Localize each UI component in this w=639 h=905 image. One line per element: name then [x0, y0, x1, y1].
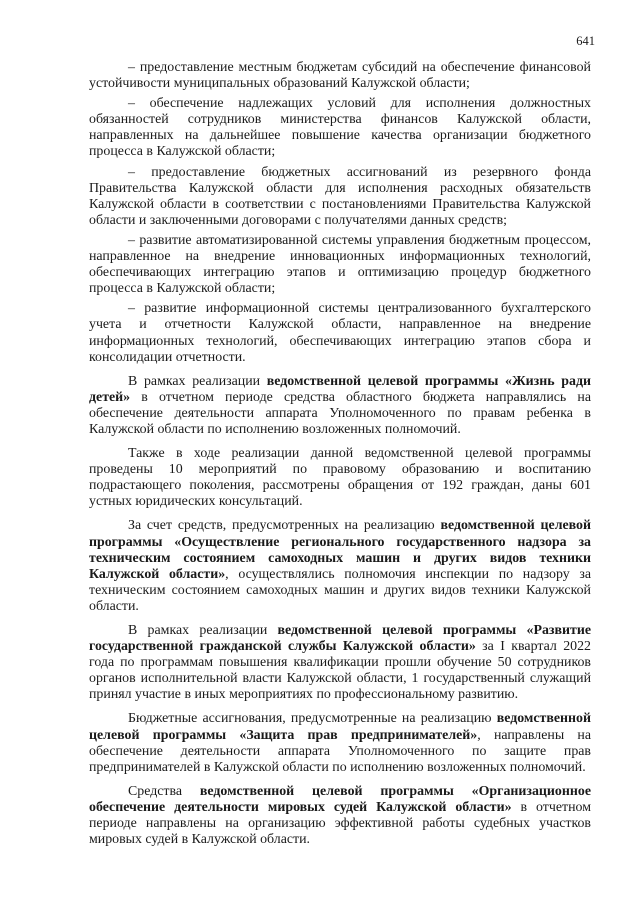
paragraph-also: Также в ходе реализации данной ведомственной целевой программы проведены 10 мероприятий по правовому образованию и воспитанию подрастающего поколения, рассмотрены обращения от 192 граждан, даны 601 устных юридических консультаций.	[89, 446, 591, 510]
bullet-item: – обеспечение надлежащих условий для исполнения должностных обязанностей сотрудников министерства финансов Калужской области, направленных на дальнейшее повышение качества организации бюджетного процесса в Калужской области;	[89, 96, 591, 160]
paragraph-supervision	[89, 518, 591, 615]
program-name: ведомственной целевой программы «Жизнь ради детей»	[89, 373, 591, 405]
page-number: 641	[576, 34, 595, 48]
bullet-item: – развитие информационной системы централизованного бухгалтерского учета и отчетности Калужской области, направленное на внедрение информационных технологий, обеспечивающих интеграцию этапов сбора и консолидации отчетности.	[89, 301, 591, 365]
paragraph-life-for-children	[89, 374, 591, 438]
paragraph-text: В рамках реализации	[128, 623, 278, 638]
paragraph-text: за I квартал 2022 года по программам повышения квалификации прошли обучение 50 сотрудников органов исполнительной власти Калужской области, 1 государственный служащий принял участие в иных мероприятиях по профессиональному развитию.	[89, 639, 591, 703]
paragraph-text: В рамках реализации	[128, 373, 267, 389]
paragraph-text: в отчетном периоде средства областного бюджета направлялись на обеспечение деятельности аппарата Уполномоченного по правам ребенка в Калужской области по исполнению возложенных полномочий.	[89, 389, 591, 437]
paragraph-judges	[89, 784, 591, 848]
paragraph-text: , осуществлялись полномочия инспекции по надзору за техническим состоянием самоходных машин и других видов техники Калужской области.	[89, 566, 591, 614]
program-name: ведомственной целевой программы «Защита прав предпринимателей»	[89, 711, 591, 743]
paragraph-entrepreneurs	[89, 711, 591, 775]
paragraph-civil-service	[89, 623, 591, 703]
program-name: ведомственной целевой программы «Организационное обеспечение деятельности мировых судей Калужской области»	[89, 783, 591, 815]
paragraph-text: Бюджетные ассигнования, предусмотренные на реализацию	[128, 711, 497, 727]
paragraph-text: , направлены на обеспечение деятельности аппарата Уполномоченного по защите прав предпринимателей в Калужской области по исполнению возложенных полномочий.	[89, 727, 591, 775]
bullet-item: – предоставление местным бюджетам субсидий на обеспечение финансовой устойчивости муниципальных образований Калужской области;	[89, 60, 591, 92]
paragraph-text: в отчетном периоде направлены на организацию эффективной работы судебных участков мировых судей в Калужской области.	[89, 799, 592, 848]
page-body	[89, 60, 591, 848]
paragraph-text: За счет средств, предусмотренных на реализацию	[128, 518, 441, 534]
program-name: ведомственной целевой программы «Развитие государственной гражданской службы Калужской области»	[89, 623, 591, 655]
program-name: ведомственной целевой программы «Осуществление регионального государственного надзора за техническим состоянием самоходных машин и других видов техники Калужской области»	[89, 518, 592, 582]
bullet-item: – развитие автоматизированной системы управления бюджетным процессом, направленное на внедрение инновационных информационных технологий, обеспечивающих интеграцию этапов и оптимизацию процедур бюджетного процесса в Калужской области;	[89, 232, 591, 297]
paragraph-text: Средства	[128, 783, 200, 799]
bullet-item: – предоставление бюджетных ассигнований из резервного фонда Правительства Калужской области для исполнения расходных обязательств Калужской области в соответствии с постановлениями Правительства Калужской области и заключенными договорами с получателями данных средств;	[89, 164, 591, 228]
